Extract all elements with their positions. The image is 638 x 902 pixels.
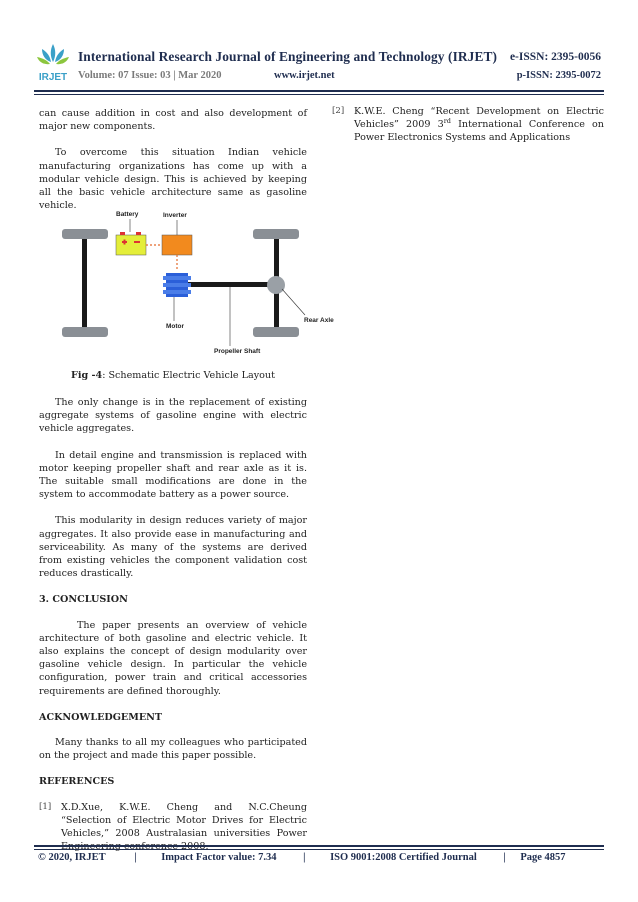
rear-right-tire <box>253 327 299 337</box>
motor-fin <box>163 290 191 294</box>
references-heading: REFERENCES <box>39 776 115 788</box>
page-footer <box>38 852 603 863</box>
motor-fin <box>163 276 191 280</box>
ordinal-suffix: rd <box>443 117 451 126</box>
reference-text: X.D.Xue, K.W.E. Cheng and N.C.Cheung “Selection of Electric Motor Drives for Electric Vehicles,” 2008 Australasian universities Power Engineering conference 2008. <box>61 801 307 853</box>
caption-text: : Schematic Electric Vehicle Layout <box>102 370 275 381</box>
figure-caption <box>39 370 307 381</box>
left-column-continued <box>39 396 307 863</box>
footer-impact-factor: Impact Factor value: 7.34 <box>161 852 277 863</box>
footer-page-number: Page 4857 <box>520 852 566 863</box>
inverter-block <box>162 235 192 255</box>
front-right-tire <box>62 327 108 337</box>
ev-layout-figure <box>60 205 340 360</box>
header-divider <box>34 90 604 92</box>
motor-fin <box>163 283 191 287</box>
footer-separator: | <box>503 852 506 863</box>
battery-block <box>116 235 146 255</box>
rear-left-tire <box>253 229 299 239</box>
p-issn: p-ISSN: 2395-0072 <box>516 70 601 81</box>
journal-title: International Research Journal of Engineering and Technology (IRJET) <box>78 49 498 64</box>
inverter-label: Inverter <box>163 212 187 219</box>
paragraph: To overcome this situation Indian vehicle manufacturing organizations has come up with a modular vehicle design. This is achieved by keeping all the basic vehicle architecture same as gasoline vehicle. <box>39 147 307 212</box>
reference-text <box>354 105 604 145</box>
paragraph: This modularity in design reduces variety of major aggregates. It also provide ease in manufacturing and serviceability. As many of the systems are derived from existing vehicles the component validation cost reduces drastically. <box>39 515 307 580</box>
journal-header <box>34 40 604 90</box>
conclusion-text: The paper presents an overview of vehicle architecture of both gasoline and electric vehicle. It also explains the concept of design modularity over gasoline vehicle design. In particular the vehicle configuration, power train and critical accessories requirements are defined thoroughly. <box>39 619 307 697</box>
website-link[interactable]: www.irjet.net <box>274 70 335 81</box>
reference-text-part: International Conference on Power Electronics Systems and Applications <box>354 119 604 144</box>
rear-axle-label: Rear Axle <box>304 317 334 324</box>
battery-label: Battery <box>116 211 139 218</box>
acknowledgement-text: Many thanks to all my colleagues who participated on the project and made this paper possible. <box>39 737 307 762</box>
caption-label: Fig -4 <box>71 370 103 381</box>
volume-issue: Volume: 07 Issue: 03 | Mar 2020 <box>78 70 222 81</box>
conclusion-heading: 3. CONCLUSION <box>39 594 128 606</box>
differential <box>267 276 285 294</box>
reference-text-part: K.W.E. Cheng “Recent Development on Electric Vehicles” 2009 3 <box>354 106 604 131</box>
paragraph: The only change is in the replacement of existing aggregate systems of gasoline engine with electric vehicle aggregates. <box>39 397 307 435</box>
paragraph: can cause addition in cost and also development of major new components. <box>39 108 307 133</box>
battery-minus <box>134 241 140 243</box>
battery-plus-v <box>124 240 126 245</box>
battery-terminal-neg <box>136 232 141 235</box>
rear-axle-leader <box>282 289 305 315</box>
reference-number: [1] <box>39 801 52 812</box>
logo-text: IRJET <box>38 72 68 83</box>
e-issn: e-ISSN: 2395-0056 <box>509 51 601 63</box>
acknowledgement-heading: ACKNOWLEDGEMENT <box>39 711 163 723</box>
footer-divider <box>34 845 604 847</box>
irjet-logo-icon <box>34 42 72 84</box>
propeller-shaft-label: Propeller Shaft <box>214 348 261 355</box>
footer-copyright: © 2020, IRJET <box>38 852 106 863</box>
footer-iso: ISO 9001:2008 Certified Journal <box>330 852 477 863</box>
front-left-tire <box>62 229 108 239</box>
propeller-shaft <box>188 282 276 287</box>
reference-item <box>332 105 604 145</box>
footer-divider-thin <box>34 849 604 850</box>
motor-label: Motor <box>166 323 185 330</box>
header-divider-thin <box>34 94 604 95</box>
paragraph: In detail engine and transmission is replaced with motor keeping propeller shaft and rear axle as it is. The suitable small modifications are done in the system to accommodate battery as a power source. <box>39 449 307 501</box>
footer-separator: | <box>134 852 137 863</box>
footer-separator: | <box>303 852 306 863</box>
battery-terminal-pos <box>120 232 125 235</box>
right-column <box>332 105 604 155</box>
reference-number: [2] <box>332 106 345 116</box>
front-axle <box>82 233 87 333</box>
